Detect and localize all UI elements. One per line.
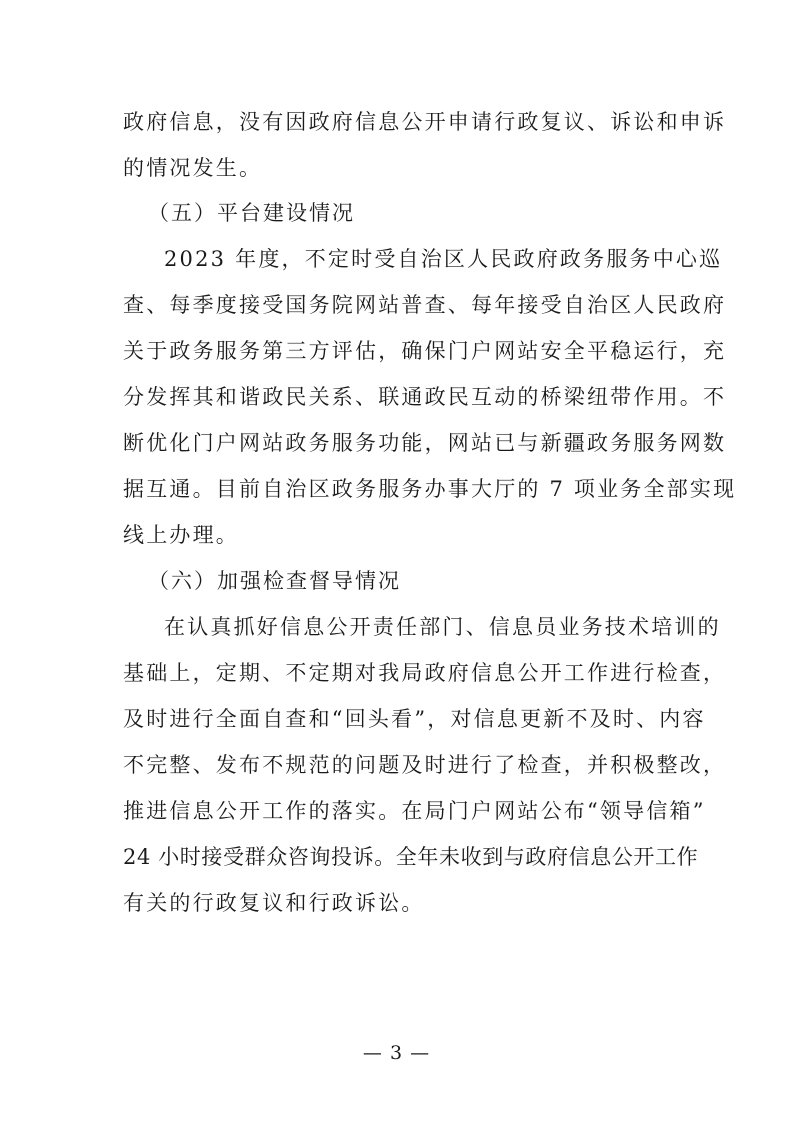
body-text-line: 断优化门户网站政务服务功能，网站已与新疆政务服务网数 (123, 431, 727, 455)
body-text-line: 及时进行全面自查和“回头看”，对信息更新不及时、内容 (123, 707, 706, 731)
body-text-line: 推进信息公开工作的落实。在局门户网站公布“领导信箱” (123, 799, 706, 823)
section-heading-inspection: （六）加强检查督导情况 (148, 569, 401, 593)
body-text-line: 据互通。目前自治区政务服务办事大厅的 7 项业务全部实现 (123, 477, 737, 501)
page-number: — 3 — (362, 1042, 431, 1064)
section-heading-platform: （五）平台建设情况 (148, 201, 355, 225)
body-text-line: 线上办理。 (123, 523, 239, 547)
body-text-line: 在认真抓好信息公开责任部门、信息员业务技术培训的 (164, 615, 721, 639)
body-text-line: 的情况发生。 (123, 156, 263, 180)
body-text-line: 政府信息，没有因政府信息公开申请行政复议、诉讼和申诉 (123, 110, 727, 134)
body-text-line: 有关的行政复议和行政诉讼。 (123, 891, 425, 915)
body-text-line: 不完整、发布不规范的问题及时进行了检查，并积极整改， (123, 753, 727, 777)
body-text-line: 分发挥其和谐政民关系、联通政民互动的桥梁纽带作用。不 (123, 385, 727, 409)
body-text-line: 24 小时接受群众咨询投诉。全年未收到与政府信息公开工作 (123, 845, 699, 869)
body-text-line: 基础上，定期、不定期对我局政府信息公开工作进行检查， (123, 661, 727, 685)
body-text-line: 关于政务服务第三方评估，确保门户网站安全平稳运行，充 (123, 339, 727, 363)
body-text-line: 查、每季度接受国务院网站普查、每年接受自治区人民政府 (123, 293, 727, 317)
body-text-line: 2023 年度，不定时受自治区人民政府政务服务中心巡 (164, 247, 723, 271)
